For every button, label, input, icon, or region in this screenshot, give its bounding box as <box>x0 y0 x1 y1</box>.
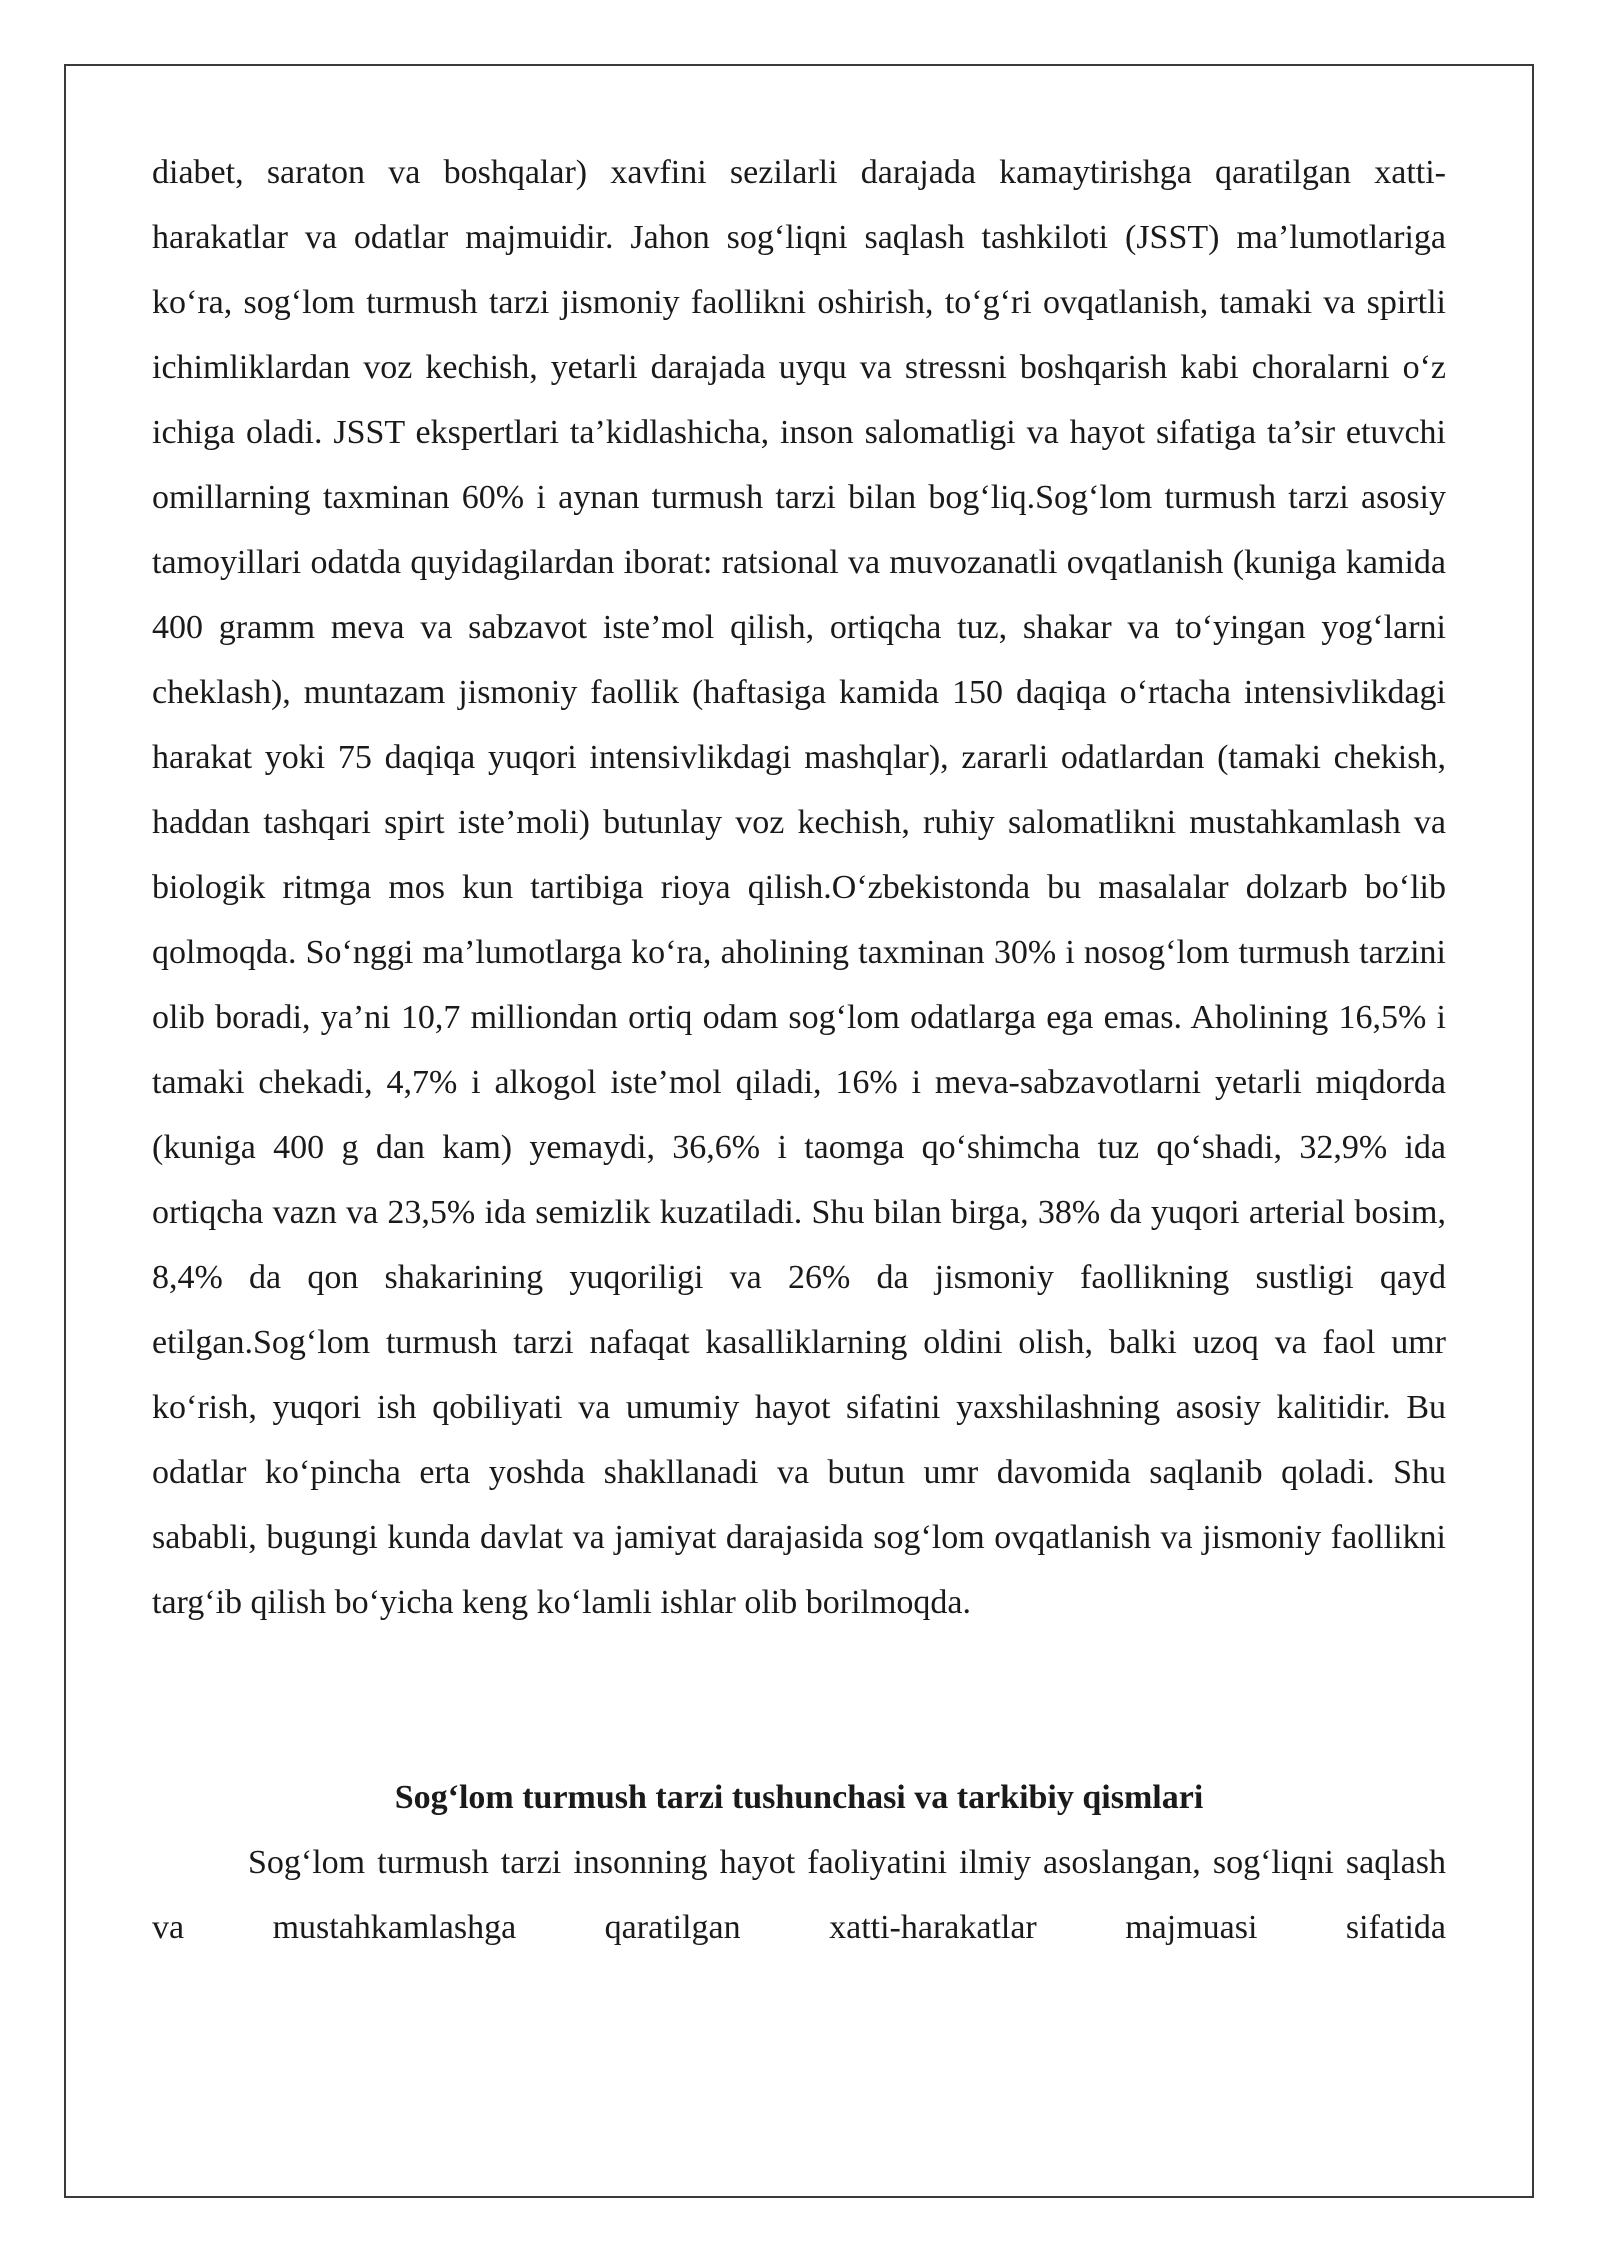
body-paragraph-continued: Sog‘lom turmush tarzi insonning hayot faoliyatini ilmiy asoslangan, sog‘liqni saqlash va mustahkamlashga qaratilgan xatti-harakatlar majmuasi sifatida <box>152 1844 1446 1946</box>
body-paragraph: diabet, saraton va boshqalar) xavfini sezilarli darajada kamaytirishga qaratilgan xatti-harakatlar va odatlar majmuidir. Jahon sog‘liqni saqlash tashkiloti (JSST) ma’lumotlariga ko‘ra, sog‘lom turmush tarzi jismoniy faollikni oshirish, to‘g‘ri ovqatlanish, tamaki va spirtli ichimliklardan voz kechish, yetarli darajada uyqu va stressni boshqarish kabi choralarni o‘z ichiga oladi. JSST ekspertlari ta’kidlashicha, inson salomatligi va hayot sifatiga ta’sir etuvchi omillarning taxminan 60% i aynan turmush tarzi bilan bog‘liq.Sog‘lom turmush tarzi asosiy tamoyillari odatda quyidagilardan iborat: ratsional va muvozanatli ovqatlanish (kuniga kamida 400 gramm meva va sabzavot iste’mol qilish, ortiqcha tuz, shakar va to‘yingan yog‘larni cheklash), muntazam jismoniy faollik (haftasiga kamida 150 daqiqa o‘rtacha intensivlikdagi harakat yoki 75 daqiqa yuqori intensivlikdagi mashqlar), zararli odatlardan (tamaki chekish, haddan tashqari spirt iste’moli) butunlay voz kechish, ruhiy salomatlikni mustahkamlash va biologik ritmga mos kun tartibiga rioya qilish.O‘zbekistonda bu masalalar dolzarb bo‘lib qolmoqda. So‘nggi ma’lumotlarga ko‘ra, aholining taxminan 30% i nosog‘lom turmush tarzini olib boradi, ya’ni 10,7 milliondan ortiq odam sog‘lom odatlarga ega emas. Aholining 16,5% i tamaki chekadi, 4,7% i alkogol iste’mol qiladi, 16% i meva-sabzavotlarni yetarli miqdorda (kuniga 400 g dan kam) yemaydi, 36,6% i taomga qo‘shimcha tuz qo‘shadi, 32,9% ida ortiqcha vazn va 23,5% ida semizlik kuzatiladi. Shu bilan birga, 38% da yuqori arterial bosim, 8,4% da qon shakarining yuqoriligi va 26% da jismoniy faollikning sustligi qayd etilgan.Sog‘lom turmush tarzi nafaqat kasalliklarning oldini olish, balki uzoq va faol umr ko‘rish, yuqori ish qobiliyati va umumiy hayot sifatini yaxshilashning asosiy kalitidir. Bu odatlar ko‘pincha erta yoshda shakllanadi va butun umr davomida saqlanib qoladi. Shu sababli, bugungi kunda davlat va jamiyat darajasida sog‘lom ovqatlanish va jismoniy faollikni targ‘ib qilish bo‘yicha keng ko‘lamli ishlar olib borilmoqda. <box>152 154 1446 1621</box>
section-heading: Sog‘lom turmush tarzi tushunchasi va tarkibiy qismlari <box>394 1779 1204 1816</box>
page-content <box>152 140 1446 1960</box>
